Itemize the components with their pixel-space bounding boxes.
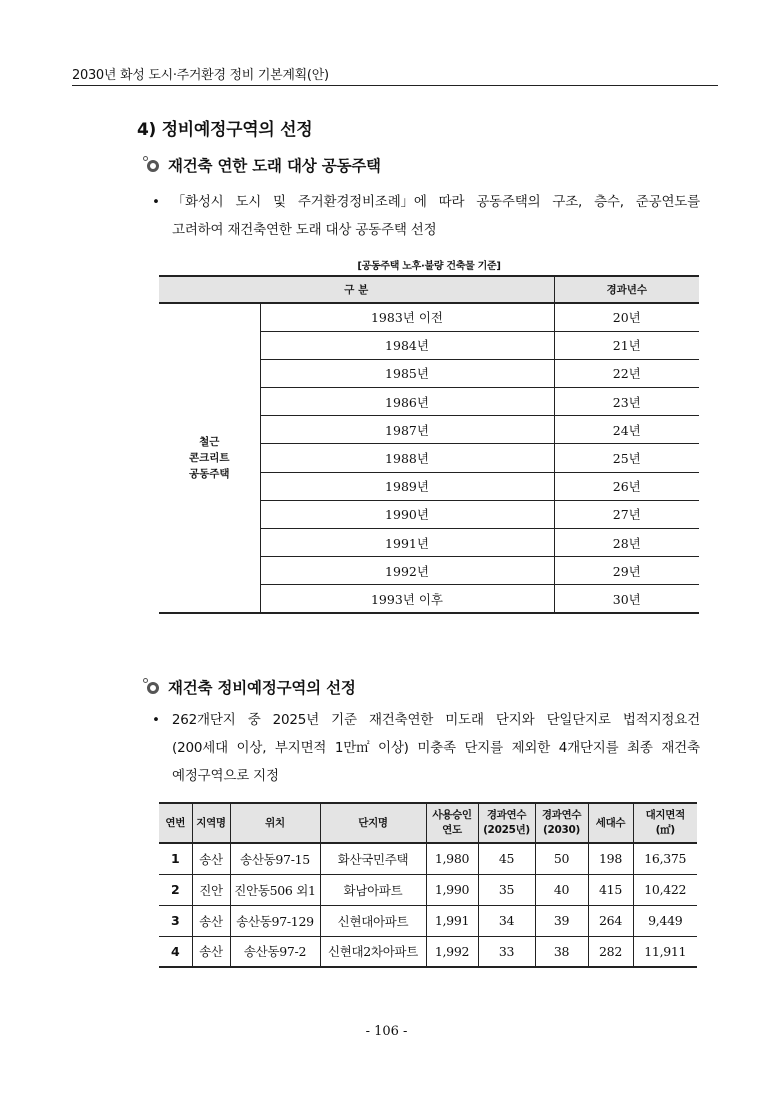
ring-bullet-icon bbox=[143, 678, 161, 696]
paragraph-1-line-1 bbox=[152, 188, 700, 216]
section-heading: 4) 정비예정구역의 선정 bbox=[137, 120, 313, 140]
elapsed-years-cell: 23년 bbox=[554, 388, 699, 416]
completion-year-cell: 1992년 bbox=[260, 557, 554, 585]
elapsed-years-cell: 30년 bbox=[554, 585, 699, 613]
elapsed-years-cell: 26년 bbox=[554, 472, 699, 500]
page-number: - 106 - bbox=[365, 1024, 408, 1039]
complex-name-cell: 화남아파트 bbox=[320, 874, 426, 905]
table-1-caption: [공동주택 노후·불량 건축물 기준] bbox=[357, 261, 501, 272]
paragraph-word: 제외한 bbox=[511, 740, 551, 756]
site-area-cell: 16,375 bbox=[633, 843, 697, 874]
elapsed-years-cell: 27년 bbox=[554, 500, 699, 528]
subsection-title-1: 재건축 연한 도래 대상 공동주택 bbox=[168, 157, 381, 175]
approval-year-cell: 1,992 bbox=[426, 936, 478, 967]
elapsed-years-cell: 22년 bbox=[554, 359, 699, 387]
paragraph-word: 법적지정요건 bbox=[622, 712, 700, 728]
approval-year-cell: 1,991 bbox=[426, 905, 478, 936]
paragraph-word: 준공연도를 bbox=[635, 194, 700, 210]
header-line: 연번 bbox=[165, 816, 186, 829]
header-line: 경과연수 bbox=[486, 809, 527, 821]
elapsed-years-cell: 29년 bbox=[554, 557, 699, 585]
table-header-row bbox=[159, 803, 697, 843]
elapsed-2030-cell: 38 bbox=[535, 936, 588, 967]
paragraph-2-line-2 bbox=[152, 734, 700, 762]
paragraph-word: 재건축연한 bbox=[368, 712, 434, 728]
location-cell: 송산동97-15 bbox=[230, 843, 320, 874]
elapsed-years-cell: 20년 bbox=[554, 303, 699, 331]
location-cell: 송산동97-2 bbox=[230, 936, 320, 967]
bullet-marker: • bbox=[152, 712, 160, 728]
table-header-cell bbox=[320, 803, 426, 843]
document-header bbox=[72, 64, 718, 86]
completion-year-cell: 1985년 bbox=[260, 359, 554, 387]
row-number-cell: 3 bbox=[159, 905, 192, 936]
elapsed-2030-cell: 39 bbox=[535, 905, 588, 936]
row-number-cell: 1 bbox=[159, 843, 192, 874]
paragraph-word: 기준 bbox=[331, 712, 357, 728]
completion-year-cell: 1986년 bbox=[260, 388, 554, 416]
paragraph-word: 공동주택의 bbox=[476, 194, 541, 210]
table-row bbox=[159, 303, 699, 331]
header-line: 연도 bbox=[442, 824, 462, 836]
complex-name-cell: 신현대아파트 bbox=[320, 905, 426, 936]
region-cell: 송산 bbox=[192, 936, 230, 967]
paragraph-word: 단일단지로 bbox=[546, 712, 611, 728]
site-area-cell: 11,911 bbox=[633, 936, 697, 967]
complex-name-cell: 신현대2차아파트 bbox=[320, 936, 426, 967]
completion-year-cell: 1983년 이전 bbox=[260, 303, 554, 331]
elapsed-years-cell: 25년 bbox=[554, 444, 699, 472]
header-category: 구 분 bbox=[159, 276, 554, 303]
paragraph-word: 단지와 bbox=[495, 712, 535, 728]
approval-year-cell: 1,980 bbox=[426, 843, 478, 874]
elapsed-years-cell: 28년 bbox=[554, 529, 699, 557]
paragraph-word: 미도래 bbox=[445, 712, 484, 728]
subsection-heading-2 bbox=[143, 676, 356, 698]
table-header-cell bbox=[230, 803, 320, 843]
location-cell: 송산동97-129 bbox=[230, 905, 320, 936]
header-line: 경과연수 bbox=[541, 809, 582, 821]
paragraph-word: 262개단지 bbox=[171, 712, 236, 728]
completion-year-cell: 1987년 bbox=[260, 416, 554, 444]
table-header-row bbox=[159, 276, 699, 303]
elapsed-2025-cell: 35 bbox=[478, 874, 535, 905]
reconstruction-zone-table bbox=[159, 802, 697, 968]
paragraph-word: 2025년 bbox=[272, 712, 320, 728]
elapsed-2025-cell: 33 bbox=[478, 936, 535, 967]
document-title: 2030년 화성 도시·주거환경 정비 기본계획(안) bbox=[72, 68, 329, 83]
approval-year-cell: 1,990 bbox=[426, 874, 478, 905]
completion-year-cell: 1989년 bbox=[260, 472, 554, 500]
paragraph-word: 단지를 bbox=[464, 740, 503, 756]
paragraph-word: 도시 bbox=[235, 194, 262, 210]
subsection-title-2: 재건축 정비예정구역의 선정 bbox=[168, 679, 356, 697]
table-header-cell bbox=[535, 803, 588, 843]
row-number-cell: 2 bbox=[159, 874, 192, 905]
location-cell: 진안동506 외1 bbox=[230, 874, 320, 905]
header-line: 단지명 bbox=[358, 816, 388, 829]
region-cell: 진안 bbox=[192, 874, 230, 905]
paragraph-word: 주거환경정비조례」에 bbox=[297, 194, 427, 210]
building-type-cell bbox=[159, 303, 260, 613]
building-type-line: 철근 bbox=[199, 436, 220, 449]
paragraph-word: 4개단지를 bbox=[558, 740, 619, 756]
paragraph-2 bbox=[152, 706, 700, 790]
table-row bbox=[159, 843, 697, 874]
ring-bullet-icon bbox=[143, 156, 161, 174]
completion-year-cell: 1988년 bbox=[260, 444, 554, 472]
header-line: 대지면적 bbox=[645, 809, 685, 821]
paragraph-word: 구조, bbox=[552, 194, 583, 210]
site-area-cell: 10,422 bbox=[633, 874, 697, 905]
building-age-criteria-table bbox=[159, 275, 699, 614]
paragraph-word: 재건축 bbox=[661, 740, 700, 756]
paragraph-2-line-3: 예정구역으로 지정 bbox=[172, 768, 279, 784]
header-line: (2025년) bbox=[483, 824, 530, 836]
households-cell: 264 bbox=[588, 905, 633, 936]
table-header-cell bbox=[478, 803, 535, 843]
completion-year-cell: 1990년 bbox=[260, 500, 554, 528]
elapsed-2030-cell: 50 bbox=[535, 843, 588, 874]
row-number-cell: 4 bbox=[159, 936, 192, 967]
paragraph-2-line-1 bbox=[152, 706, 700, 734]
completion-year-cell: 1993년 이후 bbox=[260, 585, 554, 613]
header-line: (2030) bbox=[542, 824, 581, 836]
households-cell: 415 bbox=[588, 874, 633, 905]
paragraph-1 bbox=[152, 188, 700, 244]
completion-year-cell: 1991년 bbox=[260, 529, 554, 557]
header-line: 세대수 bbox=[595, 816, 626, 829]
paragraph-word: 부지면적 bbox=[274, 740, 327, 756]
header-line: 사용승인 bbox=[432, 809, 472, 821]
table-header-cell bbox=[192, 803, 230, 843]
paragraph-word: 이상, bbox=[236, 740, 267, 756]
paragraph-word: 층수, bbox=[594, 194, 624, 210]
region-cell: 송산 bbox=[192, 843, 230, 874]
complex-name-cell: 화산국민주택 bbox=[320, 843, 426, 874]
bullet-marker: • bbox=[152, 194, 160, 210]
completion-year-cell: 1984년 bbox=[260, 331, 554, 359]
header-line: 지역명 bbox=[196, 816, 226, 829]
table-header-cell bbox=[588, 803, 633, 843]
households-cell: 282 bbox=[588, 936, 633, 967]
paragraph-1-line-2: 고려하여 재건축연한 도래 대상 공동주택 선정 bbox=[172, 222, 437, 238]
region-cell: 송산 bbox=[192, 905, 230, 936]
paragraph-word: 최종 bbox=[627, 740, 653, 756]
paragraph-word: 1만㎡ bbox=[334, 740, 370, 756]
paragraph-word: (200세대 bbox=[172, 740, 228, 756]
table-row bbox=[159, 905, 697, 936]
table-header-cell bbox=[633, 803, 697, 843]
header-line: 위치 bbox=[265, 816, 285, 829]
paragraph-word: 중 bbox=[247, 712, 261, 728]
table-row bbox=[159, 936, 697, 967]
elapsed-years-cell: 21년 bbox=[554, 331, 699, 359]
elapsed-years-cell: 24년 bbox=[554, 416, 699, 444]
table-header-cell bbox=[426, 803, 478, 843]
households-cell: 198 bbox=[588, 843, 633, 874]
elapsed-2025-cell: 34 bbox=[478, 905, 535, 936]
header-line: (㎡) bbox=[655, 824, 675, 836]
paragraph-word: 미충족 bbox=[417, 740, 456, 756]
elapsed-2025-cell: 45 bbox=[478, 843, 535, 874]
table-row bbox=[159, 874, 697, 905]
header-elapsed-years: 경과년수 bbox=[554, 276, 699, 303]
subsection-heading-1 bbox=[143, 154, 381, 176]
table-header-cell bbox=[159, 803, 192, 843]
paragraph-word: 및 bbox=[273, 194, 286, 210]
elapsed-2030-cell: 40 bbox=[535, 874, 588, 905]
paragraph-word: 이상) bbox=[377, 740, 409, 756]
site-area-cell: 9,449 bbox=[633, 905, 697, 936]
building-type-line: 공동주택 bbox=[188, 468, 230, 481]
paragraph-word: 「화성시 bbox=[171, 194, 224, 210]
building-type-line: 콘크리트 bbox=[188, 452, 230, 465]
paragraph-word: 따라 bbox=[438, 194, 465, 210]
